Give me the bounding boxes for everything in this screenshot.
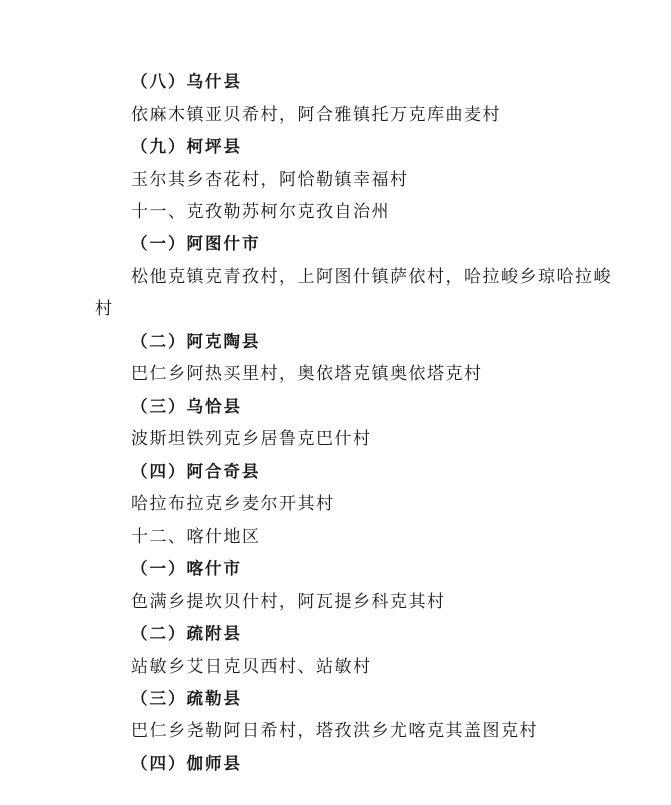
subheading-aketao-county: （二）阿克陶县 — [131, 332, 261, 351]
village-list-shule: 巴仁乡尧勒阿日希村，塔孜洪乡尤喀克其盖图克村 — [131, 721, 538, 741]
village-list-shufu: 站敏乡艾日克贝西村、站敏村 — [131, 657, 372, 677]
subheading-wuqia-county: （三）乌恰县 — [131, 397, 242, 416]
section-heading-kashgar: 十二、喀什地区 — [131, 527, 261, 547]
subheading-keping-county: （九）柯坪县 — [131, 137, 242, 156]
village-list-wushi: 依麻木镇亚贝希村，阿合雅镇托万克库曲麦村 — [131, 105, 501, 125]
village-list-wuqia: 波斯坦铁列克乡居鲁克巴什村 — [131, 429, 372, 449]
section-heading-kizilsu: 十一、克孜勒苏柯尔克孜自治州 — [131, 202, 390, 222]
village-list-aheqi: 哈拉布拉克乡麦尔开其村 — [131, 494, 335, 514]
subheading-shufu-county: （二）疏附县 — [131, 624, 242, 643]
village-list-aketao: 巴仁乡阿热买里村，奥依塔克镇奥依塔克村 — [131, 364, 483, 384]
village-list-atushi: 松他克镇克青孜村，上阿图什镇萨依村，哈拉峻乡琼哈拉峻 — [131, 267, 612, 287]
subheading-shule-county: （三）疏勒县 — [131, 689, 242, 708]
village-list-atushi-continued: 村 — [95, 299, 114, 319]
subheading-jiashi-county: （四）伽师县 — [131, 754, 242, 773]
village-list-keping: 玉尔其乡杏花村，阿恰勒镇幸福村 — [131, 170, 409, 190]
subheading-wushi-county: （八）乌什县 — [131, 72, 242, 91]
subheading-aheqi-county: （四）阿合奇县 — [131, 462, 261, 481]
subheading-kashgar-city: （一）喀什市 — [131, 559, 242, 578]
village-list-kashgar-city: 色满乡提坎贝什村，阿瓦提乡科克其村 — [131, 592, 446, 612]
subheading-atushi-city: （一）阿图什市 — [131, 234, 261, 253]
